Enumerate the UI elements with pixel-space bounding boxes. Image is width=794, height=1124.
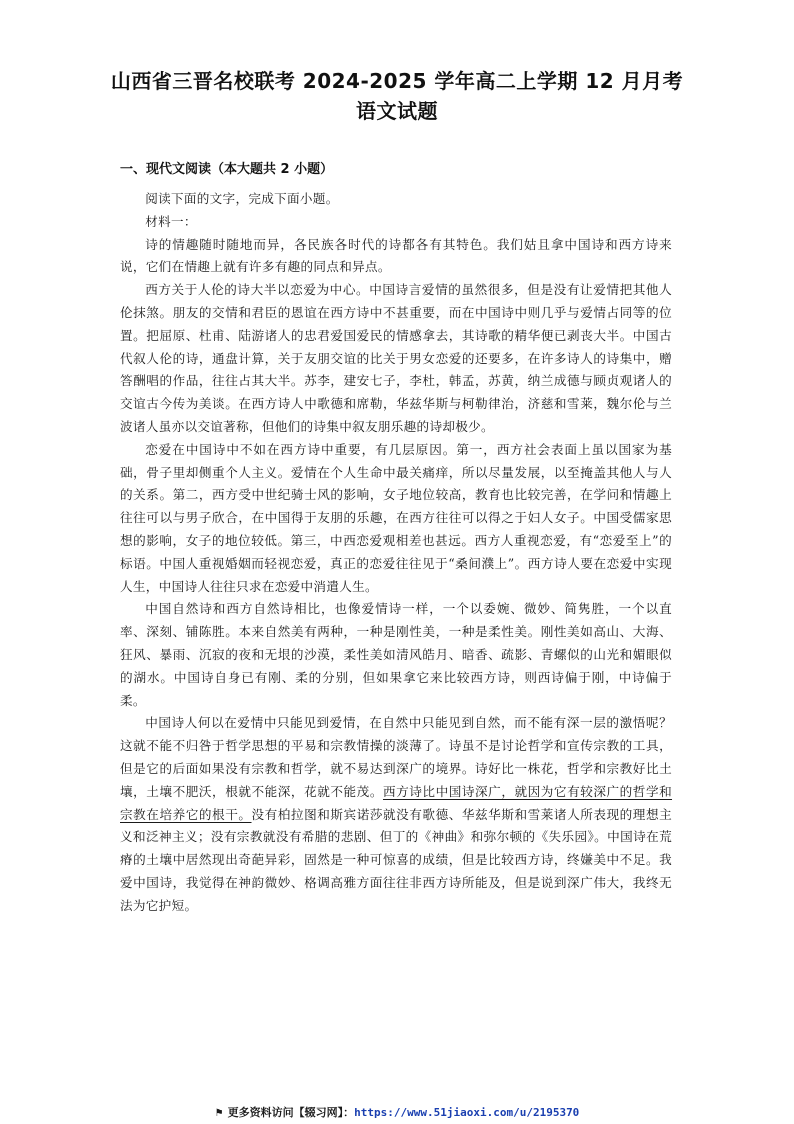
footer-label: 更多资料访问【辍习网】： — [227, 1106, 355, 1119]
material-label: 材料一： — [145, 213, 197, 229]
section-heading: 一、现代文阅读（本大题共 2 小题） — [120, 162, 334, 177]
paragraph-5-end: 没有柏拉图和斯宾诺莎就没有歌德、华兹华斯和雪莱诸人所表现的理想主义和泛神主义；没有宗教就没有希腊的悲剧、但丁的《神曲》和弥尔顿的《失乐园》。中国诗在荒瘠的土壤中居然现出奇葩异彩，固然是一种可惊喜的成绩，但是比较西方诗，终嫌美中不足。我爱中国诗，我觉得在神韵微妙、格调高雅方面往往非西方诗所能及，但是说到深广伟大，我终无法为它护短。 — [120, 806, 673, 913]
document-title — [0, 66, 794, 126]
paragraph-3: 恋爱在中国诗中不如在西方诗中重要，有几层原因。第一，西方社会表面上虽以国家为基础，骨子里却侧重个人主义。爱情在个人生命中最关痛痒，所以尽量发展，以至掩盖其他人与人的关系。第二，西方受中世纪骑士风的影响，女子地位较高，教育也比较完善，在学问和情趣上往往可以与男子欣合，在中国得于友朋的乐趣，在西方往往可以得之于妇人女子。中国受儒家思想的影响，女子的地位较低。第三，中西恋爱观相差也甚远。西方人重视恋爱，有“恋爱至上”的标语。中国人重视婚姻而轻视恋爱，真正的恋爱往往见于“桑间濮上”。西方诗人要在恋爱中实现人生，中国诗人往往只求在恋爱中消遣人生。 — [120, 441, 672, 594]
reading-passage — [120, 188, 672, 918]
footer-banner — [0, 1104, 794, 1120]
flag-icon: ⚑ — [214, 1108, 224, 1119]
paragraph-2: 西方关于人伦的诗大半以恋爱为中心。中国诗言爱情的虽然很多，但是没有让爱情把其他人伦抹煞。朋友的交情和君臣的恩谊在西方诗中不甚重要，而在中国诗中则几乎与爱情占同等的位置。把屈原、杜甫、陆游诸人的忠君爱国爱民的情感拿去，其诗歌的精华便已剥丧大半。中国古代叙人伦的诗，通盘计算，关于友朋交谊的比关于男女恋爱的还要多，在许多诗人的诗集中，赠答酬唱的作品，往往占其大半。苏李，建安七子，李杜，韩孟，苏黄，纳兰成德与顾贞观诸人的交谊古今传为美谈。在西方诗人中歌德和席勒，华兹华斯与柯勒律治，济慈和雪莱，魏尔伦与兰波诸人虽亦以交谊著称，但他们的诗集中叙友朋乐趣的诗却极少。 — [120, 282, 672, 434]
instruction-text: 阅读下面的文字，完成下面小题。 — [145, 191, 339, 206]
underlined-sentence: 西方诗比中国诗深广，就因为它有较深广的哲学和宗教在培养它的根干。 — [120, 783, 673, 822]
footer-link[interactable]: https://www.51jiaoxi.com/u/2195370 — [354, 1106, 580, 1119]
title-line-2: 语文试题 — [356, 99, 438, 123]
paragraph-5-start: 中国诗人何以在爱情中只能见到爱情，在自然中只能见到自然，而不能有深一层的激悟呢？这就不能不归咎于哲学思想的平易和宗教情操的淡薄了。诗虽不是讨论哲学和宣传宗教的工具，但是它的后面如果没有宗教和哲学，就不易达到深广的境界。诗好比一株花，哲学和宗教好比土壤，土壤不肥沃，根就不能深，花就不能茂。 — [120, 715, 672, 799]
title-line-1: 山西省三晋名校联考 2024-2025 学年高二上学期 12 月月考 — [110, 69, 684, 93]
paragraph-5 — [120, 712, 672, 917]
paragraph-1: 诗的情趣随时随地而异，各民族各时代的诗都各有其特色。我们姑且拿中国诗和西方诗来说，它们在情趣上就有许多有趣的同点和异点。 — [120, 236, 672, 275]
paragraph-4: 中国自然诗和西方自然诗相比，也像爱情诗一样，一个以委婉、微妙、简隽胜，一个以直率、深刻、铺陈胜。本来自然美有两种，一种是刚性美，一种是柔性美。刚性美如高山、大海、狂风、暴雨、沉寂的夜和无垠的沙漠，柔性美如清风皓月、暗香、疏影、青螺似的山光和媚眼似的湖水。中国诗自身已有刚、柔的分别，但如果拿它来比较西方诗，则西诗偏于刚，中诗偏于柔。 — [120, 601, 672, 708]
